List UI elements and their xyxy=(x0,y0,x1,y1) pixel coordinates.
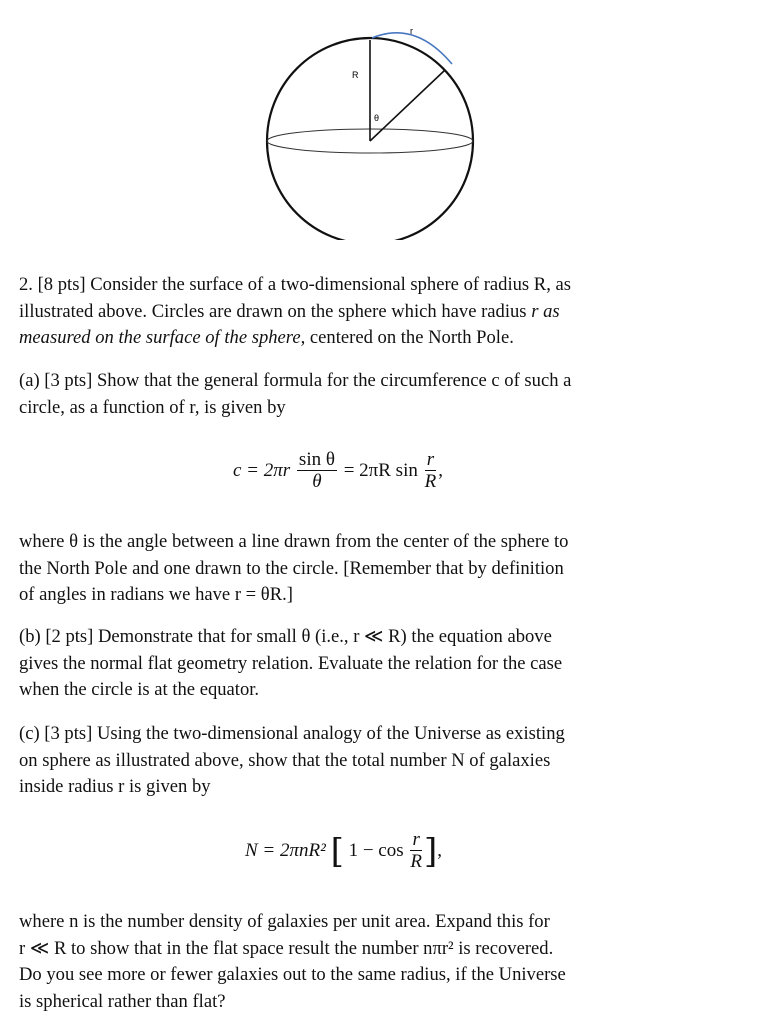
text-line: (c) [3 pts] Using the two-dimensional analogy of the Universe as existing xyxy=(19,723,565,744)
part-b xyxy=(19,624,699,704)
eq-fraction xyxy=(297,450,337,493)
label-R: R xyxy=(352,70,359,80)
text-span: as xyxy=(538,300,560,322)
text-line: circle, as a function of r, is given by xyxy=(19,396,286,418)
eq-tail: , xyxy=(438,459,443,481)
label-theta: θ xyxy=(374,113,380,123)
equation-galaxy-count xyxy=(245,830,442,873)
eq-denominator: R xyxy=(410,851,422,872)
eq-close-bracket: ] xyxy=(424,831,438,872)
text-line xyxy=(19,299,699,326)
eq-numerator: sin θ xyxy=(298,449,335,470)
text-line: r ≪ R to show that in the flat space result the number nπr² is recovered. xyxy=(19,937,554,959)
eq-denominator: θ xyxy=(312,471,322,492)
eq-lhs: N = 2πnR² xyxy=(245,839,326,861)
text-line xyxy=(19,325,699,352)
text-line: is spherical rather than flat? xyxy=(19,990,226,1012)
final-paragraph xyxy=(19,909,699,1015)
eq-middle: = 2πR sin xyxy=(343,459,418,481)
text-line: where n is the number density of galaxies per unit area. Expand this for xyxy=(19,911,550,932)
sphere-diagram xyxy=(0,0,769,240)
text-span: , centered on the North Pole. xyxy=(300,327,514,348)
text-line: on sphere as illustrated above, show that the total number N of galaxies xyxy=(19,749,551,771)
label-r: r xyxy=(410,26,413,36)
radius-line-angled xyxy=(370,70,445,141)
text-line: Do you see more or fewer galaxies out to the same radius, if the Universe xyxy=(19,964,566,985)
text-line: when the circle is at the equator. xyxy=(19,679,260,700)
eq-denominator: R xyxy=(424,471,437,492)
eq-lhs: c = 2πr xyxy=(233,459,291,481)
eq-inner: 1 − cos xyxy=(348,839,404,861)
text-line: where θ is the angle between a line drawn from the center of the sphere to xyxy=(19,531,569,552)
eq-tail: , xyxy=(437,839,443,861)
part-a xyxy=(19,368,699,421)
eq-numerator: r xyxy=(425,450,437,471)
eq-numerator: r xyxy=(410,830,422,851)
part-c xyxy=(19,721,699,801)
equation-circumference xyxy=(233,450,443,493)
eq-open-bracket: [ xyxy=(330,831,344,872)
problem-intro xyxy=(19,272,699,352)
text-span: measured on the surface of the sphere xyxy=(19,327,301,348)
text-line: 2. [8 pts] Consider the surface of a two-dimensional sphere of radius R, as xyxy=(19,274,571,295)
text-line: (a) [3 pts] Show that the general formula for the circumference c of such a xyxy=(19,370,572,391)
text-line: the North Pole and one drawn to the circle. [Remember that by definition xyxy=(19,557,564,579)
eq-fraction xyxy=(410,830,422,873)
text-line: of angles in radians we have r = θR.] xyxy=(19,584,293,605)
text-line: (b) [2 pts] Demonstrate that for small θ (i.e., r ≪ R) the equation above xyxy=(19,626,552,647)
definition-paragraph xyxy=(19,529,699,609)
text-line: inside radius r is given by xyxy=(19,776,211,797)
eq-fraction xyxy=(425,450,437,493)
text-span: r xyxy=(531,300,539,322)
text-line: gives the normal flat geometry relation. Evaluate the relation for the case xyxy=(19,652,563,674)
arc-r xyxy=(372,33,452,64)
text-span: illustrated above. Circles are drawn on the sphere which have radius xyxy=(19,300,532,322)
